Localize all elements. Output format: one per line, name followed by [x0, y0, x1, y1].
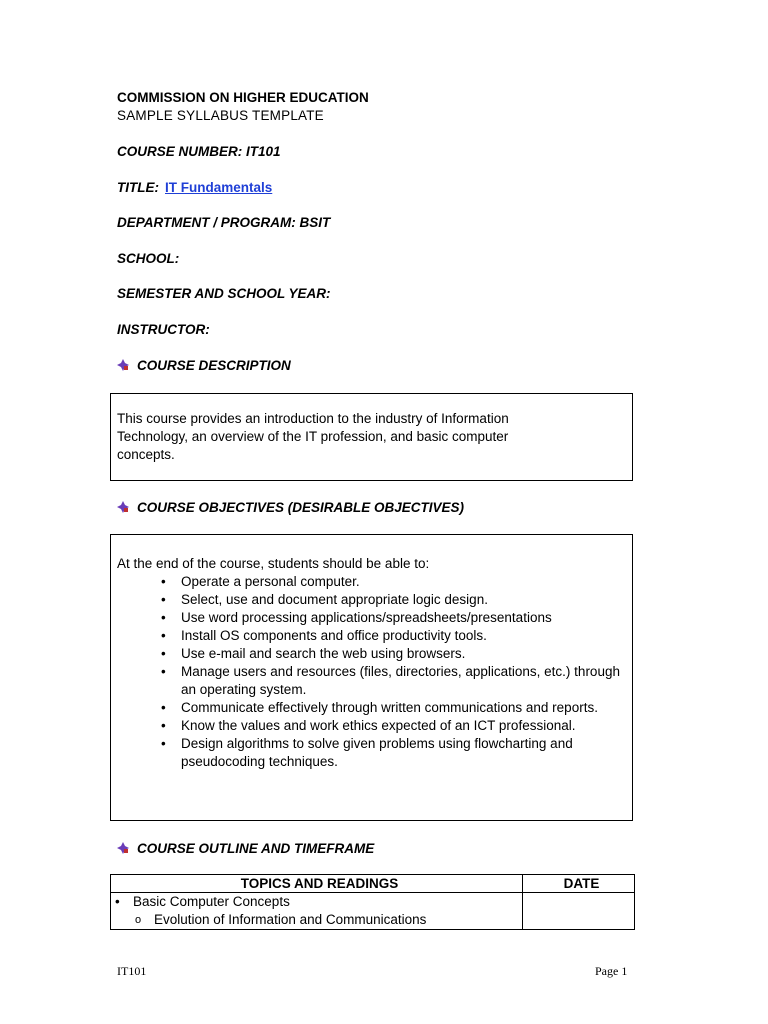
objectives-box [110, 534, 633, 821]
date-column-header: DATE [523, 875, 635, 893]
objectives-list [117, 573, 622, 771]
outline-heading [117, 841, 374, 856]
description-line: This course provides an introduction to the industry of Information [117, 411, 509, 426]
instructor: INSTRUCTOR: [117, 322, 210, 337]
objectives-intro: At the end of the course, students should be able to: [117, 556, 430, 571]
course-number: COURSE NUMBER: IT101 [117, 144, 281, 159]
topics-column-header: TOPICS AND READINGS [111, 875, 523, 893]
school: SCHOOL: [117, 251, 180, 266]
topic-cell [111, 893, 523, 930]
topic-item: • Basic Computer Concepts [111, 893, 522, 911]
list-item: • Operate a personal computer. [117, 573, 622, 591]
date-cell [523, 893, 635, 930]
semester: SEMESTER AND SCHOOL YEAR: [117, 286, 331, 301]
objectives-heading-text: COURSE OBJECTIVES (DESIRABLE OBJECTIVES) [137, 500, 465, 515]
list-item: • Use e-mail and search the web using browsers. [117, 645, 622, 663]
footer-page-number: Page 1 [595, 964, 628, 978]
list-item: • Manage users and resources (files, directories, applications, etc.) through an operating system. [117, 663, 622, 699]
objectives-heading [117, 500, 464, 515]
outline-heading-text: COURSE OUTLINE AND TIMEFRAME [137, 841, 375, 856]
footer-course: IT101 [117, 964, 147, 978]
subtopic-item: o Evolution of Information and Communications [111, 911, 522, 929]
list-item: • Install OS components and office productivity tools. [117, 627, 622, 645]
list-item: • Use word processing applications/spreadsheets/presentations [117, 609, 622, 627]
org-name: COMMISSION ON HIGHER EDUCATION [117, 90, 369, 105]
doc-type: SAMPLE SYLLABUS TEMPLATE [117, 108, 324, 123]
title-link[interactable]: IT Fundamentals [165, 180, 273, 195]
list-item: • Design algorithms to solve given problems using flowcharting and pseudocoding techniques. [117, 735, 622, 771]
title-label: TITLE: [117, 180, 159, 195]
description-line: concepts. [117, 447, 175, 462]
description-box [110, 393, 633, 481]
diamond-bullet-icon [117, 842, 129, 854]
description-heading [117, 358, 291, 373]
list-item: • Select, use and document appropriate logic design. [117, 591, 622, 609]
list-item: • Communicate effectively through written communications and reports. [117, 699, 622, 717]
diamond-bullet-icon [117, 501, 129, 513]
description-line: Technology, an overview of the IT profession, and basic computer [117, 429, 509, 444]
table-row [111, 893, 635, 930]
diamond-bullet-icon [117, 359, 129, 371]
description-heading-text: COURSE DESCRIPTION [137, 358, 291, 373]
outline-table [110, 874, 635, 930]
department: DEPARTMENT / PROGRAM: BSIT [117, 215, 331, 230]
title-row [117, 180, 272, 195]
list-item: • Know the values and work ethics expected of an ICT professional. [117, 717, 622, 735]
